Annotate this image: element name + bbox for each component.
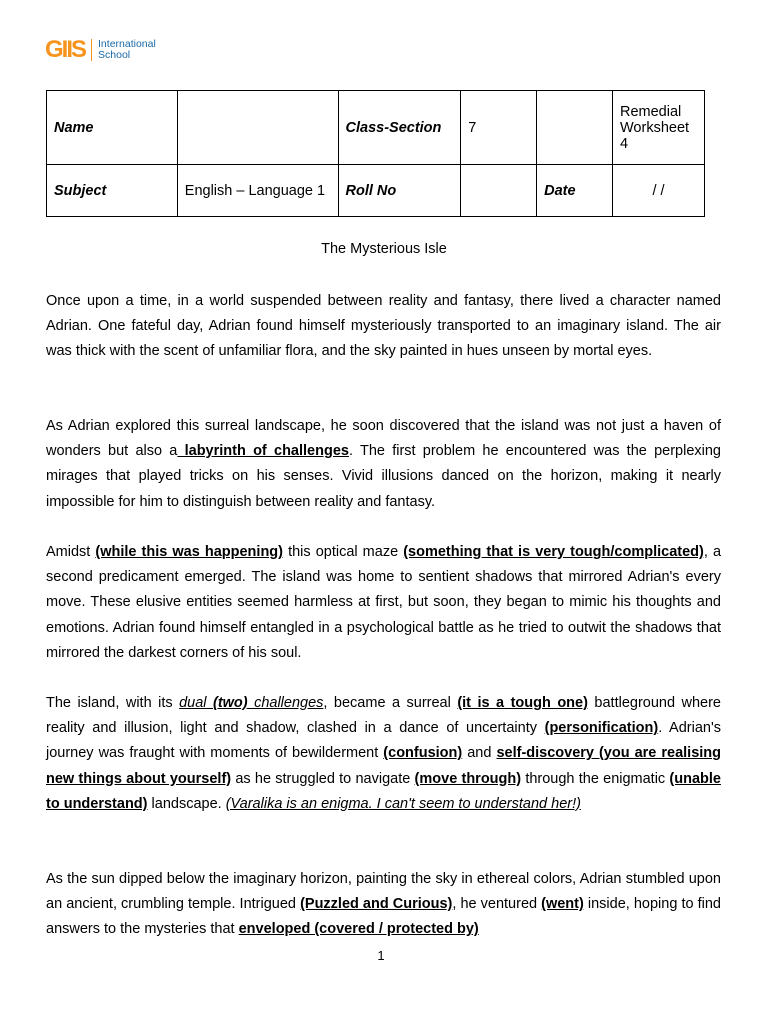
class-section-extra[interactable] (537, 91, 613, 165)
highlight: (confusion) (383, 745, 463, 762)
class-section-label: Class-Section (338, 91, 461, 165)
name-value[interactable] (177, 91, 338, 165)
class-section-value[interactable]: 7 (461, 91, 537, 165)
highlight: (went) (541, 896, 584, 913)
text: As the sun dipped below the imaginary horizon, painting the sky in ethereal colors, Adrian stumbled upon an ancient, crumbling temple. Intrigued (46, 871, 721, 913)
text: . Adrian's journey was fraught with moments of bewilderment (46, 720, 721, 762)
school-logo (45, 38, 156, 62)
page-number: 1 (377, 948, 385, 963)
logo-divider (91, 39, 92, 61)
text: this optical maze (283, 544, 404, 560)
text: . The first problem he encountered was the perplexing mirages that played tricks on his senses. Vivid illusions danced on the horizon, making it nearly impossible for him to distinguish between reality and fantasy. (46, 443, 721, 510)
story-title: The Mysterious Isle (321, 241, 447, 257)
text: through the enigmatic (521, 770, 670, 787)
highlight: labyrinth of challenges (177, 443, 349, 460)
logo-mark: GIIS (45, 36, 86, 63)
paragraph-3 (46, 540, 721, 666)
paragraph-2 (46, 414, 721, 515)
highlight: enveloped (covered / protected by) (238, 921, 479, 938)
highlight: (Puzzled and Curious) (300, 896, 453, 913)
paragraph-1: Once upon a time, in a world suspended between reality and fantasy, there lived a character named Adrian. One fateful day, Adrian found himself mysteriously transported to an imaginary island. The air was thick with the scent of unfamiliar flora, and the sky painted in hues unseen by mortal eyes. (46, 293, 721, 360)
paragraph-4 (46, 691, 721, 817)
date-label: Date (537, 165, 613, 217)
logo-line-1: International (98, 38, 156, 50)
italic-text: (Varalika is an enigma. I can't seem to understand her!) (225, 795, 581, 812)
text: landscape. (147, 795, 226, 812)
text: as he struggled to navigate (231, 770, 415, 787)
student-info-table (46, 90, 705, 217)
text: , he ventured (452, 896, 542, 913)
text: inside, hoping to find answers to the mysteries that (46, 896, 721, 938)
italic-text: dual (179, 695, 213, 711)
text: , a second predicament emerged. The island was home to sentient shadows that mirrored Adrian's every move. These elusive entities seemed harmless at first, but soon, they began to mimic his thoughts and emotions. Adrian found himself entangled in a psychological battle as he tried to outwit the shadows that mirrored the darkest corners of his soul. (46, 544, 722, 661)
logo-text (98, 39, 156, 61)
table-row (47, 165, 705, 217)
subject-label: Subject (47, 165, 178, 217)
highlight: (while this was happening) (95, 544, 283, 560)
worksheet-title: Remedial Worksheet 4 (613, 91, 705, 165)
table-row (47, 91, 705, 165)
text: and (462, 745, 497, 762)
text: The island, with its (46, 695, 180, 711)
paragraph-5 (46, 867, 721, 943)
highlight: (something that is very tough/complicated) (403, 544, 704, 560)
roll-no-value[interactable] (461, 165, 537, 217)
text: , became a surreal (323, 695, 458, 711)
date-value[interactable]: / / (613, 165, 705, 217)
highlight: self-discovery (you are realising new things about yourself) (46, 745, 722, 787)
highlight: (personification) (544, 720, 659, 737)
highlight: (move through) (414, 770, 522, 787)
name-label: Name (47, 91, 178, 165)
roll-no-label: Roll No (338, 165, 461, 217)
text: battleground where reality and illusion, light and shadow, clashed in a dance of uncertainty (46, 695, 721, 737)
highlight: (it is a tough one) (457, 695, 588, 711)
logo-line-2: School (98, 49, 131, 61)
italic-highlight: (two) (212, 695, 248, 711)
subject-value: English – Language 1 (177, 165, 338, 217)
highlight: (unable to understand) (46, 770, 721, 812)
text: As Adrian explored this surreal landscape, he soon discovered that the island was not just a haven of wonders but also a (46, 418, 721, 460)
italic-text: challenges (247, 695, 324, 711)
text: Amidst (46, 544, 96, 560)
